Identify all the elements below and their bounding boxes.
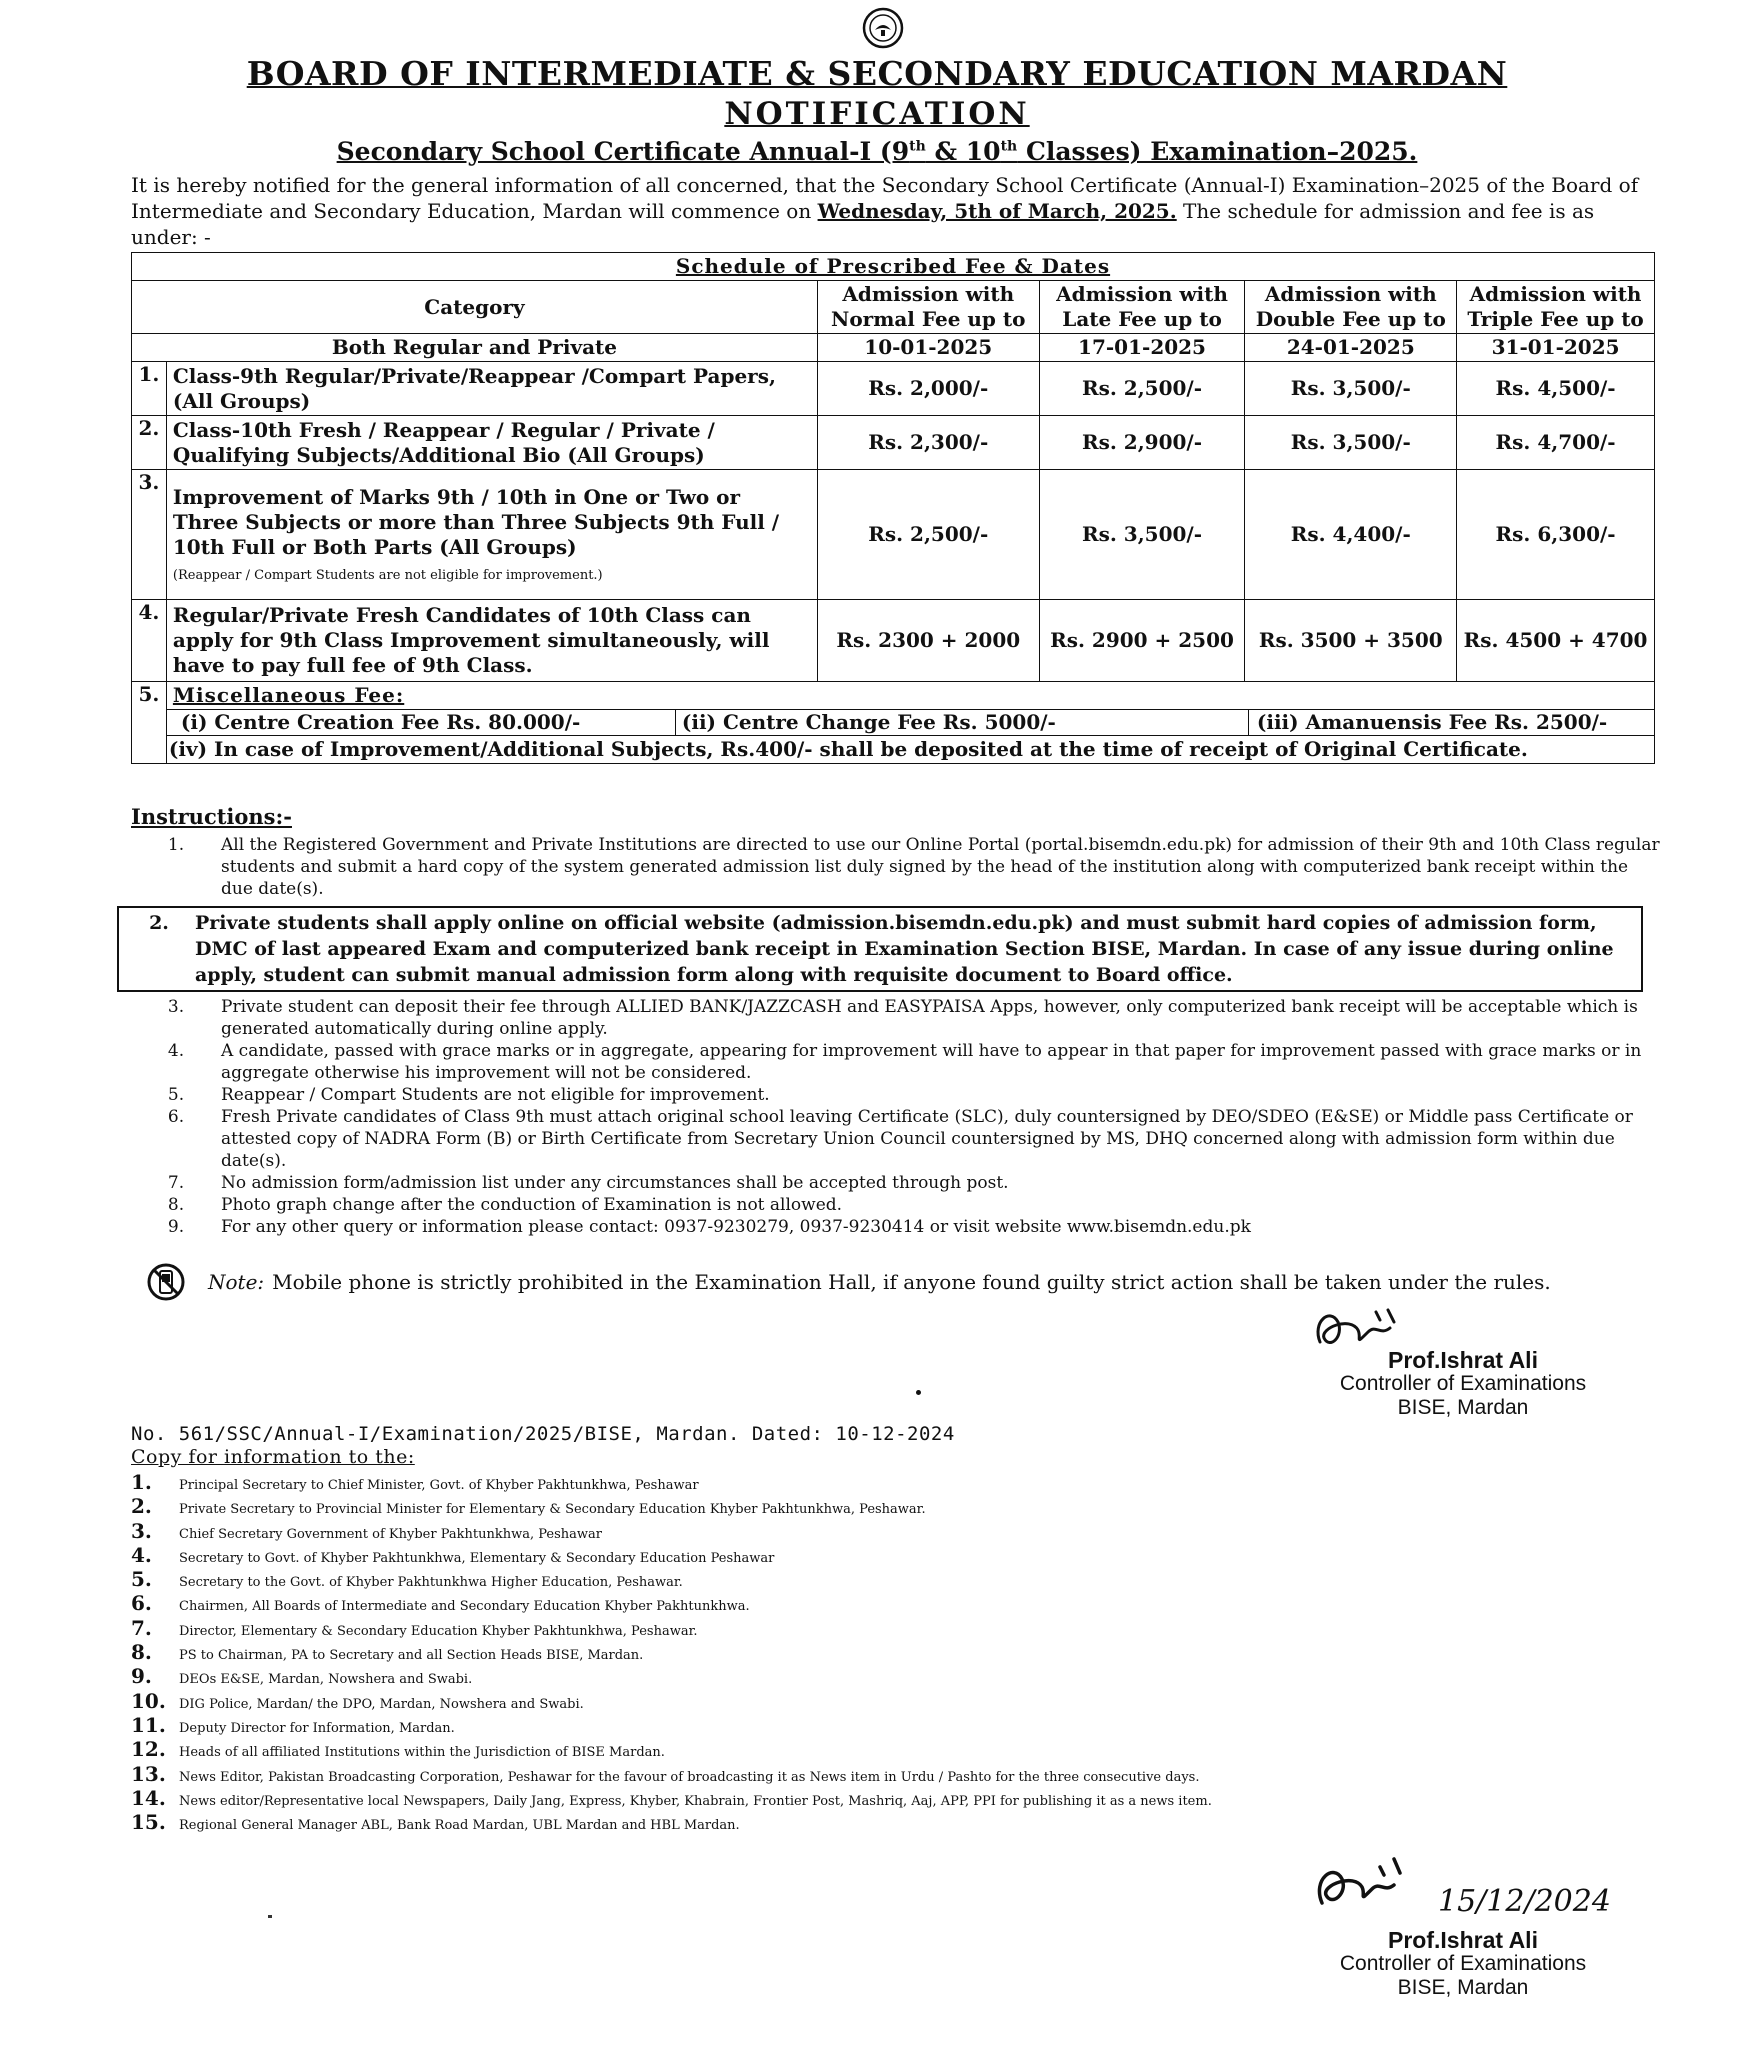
instructions-list <box>131 834 1661 1238</box>
centre-change-fee: (ii) Centre Change Fee Rs. 5000/- <box>676 710 1249 735</box>
signature-block <box>1288 1928 1638 2000</box>
signatory-designation: Controller of Examinations <box>1339 1952 1587 1975</box>
note-text: Mobile phone is strictly prohibited in the Examination Hall, if anyone found guilty strict action shall be taken under the rules. <box>272 1270 1551 1294</box>
signatory-name: Prof.Ishrat Ali <box>1388 1927 1538 1953</box>
table-header-row <box>132 281 1655 334</box>
centre-creation-fee: (i) Centre Creation Fee Rs. 80.000/- <box>167 710 676 735</box>
list-item-highlighted: 2. Private students shall apply online on official website (admission.bisemdn.edu.pk) and must submit hard copies of admission form, DMC of last appeared Exam and computerized bank receipt in Examination Section BISE, Mardan. In case of any issue during online apply, student can submit manual admission form along with requisite document to Board office. <box>117 906 1643 992</box>
board-emblem-icon <box>861 6 905 50</box>
list-item: 9. For any other query or information please contact: 0937-9230279, 0937-9230414 or visit website www.bisemdn.edu.pk <box>167 1217 1251 1237</box>
deadline-date: 10-01-2025 <box>817 334 1039 362</box>
row-number: 2. <box>132 416 167 470</box>
reference-number: No. 561/SSC/Annual-I/Examination/2025/BISE, Mardan. Dated: 10-12-2024 <box>131 1423 955 1445</box>
deadline-date: 17-01-2025 <box>1039 334 1245 362</box>
fee-cell: Rs. 2,500/- <box>1039 362 1245 416</box>
deadline-label: Both Regular and Private <box>132 334 818 362</box>
deadline-date: 31-01-2025 <box>1457 334 1655 362</box>
row-category: Class-9th Regular/Private/Reappear /Compart Papers, (All Groups) <box>166 362 817 416</box>
fee-cell: Rs. 6,300/- <box>1457 470 1655 600</box>
commencement-date: Wednesday, 5th of March, 2025. <box>817 199 1177 223</box>
row-category: Class-10th Fresh / Reappear / Regular / Private / Qualifying Subjects/Additional Bio (All Groups) <box>166 416 817 470</box>
list-item: 4. Secretary to Govt. of Khyber Pakhtunkhwa, Elementary & Secondary Education Peshawar <box>131 1542 775 1567</box>
list-item: 1. All the Registered Government and Private Institutions are directed to use our Online Portal (portal.bisemdn.edu.pk) for admission of their 9th and 10th Class regular students and submit a hard copy of the system generated admission list duly signed by the head of the institution along with computerized bank receipt within the due date(s). <box>167 835 1660 899</box>
row-note: (Reappear / Compart Students are not eligible for improvement.) <box>172 567 603 583</box>
table-row <box>132 362 1655 416</box>
fee-cell: Rs. 4,700/- <box>1457 416 1655 470</box>
signature-block <box>1288 1348 1638 1420</box>
row-number: 3. <box>132 470 167 600</box>
misc-title: Miscellaneous Fee: <box>166 682 1654 710</box>
row-number: 1. <box>132 362 167 416</box>
signatory-office: BISE, Mardan <box>1397 1976 1529 1999</box>
list-item: 4. A candidate, passed with grace marks or in aggregate, appearing for improvement will have to appear in that paper for improvement passed with grace marks or in aggregate otherwise his improvement will not be considered. <box>167 1041 1642 1083</box>
list-item: 14. News editor/Representative local Newspapers, Daily Jang, Express, Khyber, Khabrain, Frontier Post, Mashriq, Aaj, APP, PPI for publishing it as a news item. <box>131 1785 1212 1810</box>
signature-date: 15/12/2024 <box>1438 1884 1611 1919</box>
list-item: 9. DEOs E&SE, Mardan, Nowshera and Swabi. <box>131 1664 473 1689</box>
table-row <box>132 600 1655 682</box>
fee-cell: Rs. 2,300/- <box>817 416 1039 470</box>
deadline-date: 24-01-2025 <box>1245 334 1457 362</box>
list-item: 2. Private Secretary to Provincial Minister for Elementary & Secondary Education Khyber Pakhtunkhwa, Peshawar. <box>131 1494 926 1519</box>
column-header: Admission with Late Fee up to <box>1039 281 1245 334</box>
list-item: 5. Reappear / Compart Students are not eligible for improvement. <box>167 1085 770 1105</box>
no-mobile-phone-icon <box>146 1262 186 1302</box>
fee-cell: Rs. 4,400/- <box>1245 470 1457 600</box>
signatory-name: Prof.Ishrat Ali <box>1388 1347 1538 1373</box>
category-header: Category <box>132 281 818 334</box>
row-category: Improvement of Marks 9th / 10th in One or Two or Three Subjects or more than Three Subjects 9th Full / 10th Full or Both Parts (All Groups) (Reappear / Compart Students are not eligible for improvement.) <box>166 470 817 600</box>
column-header: Admission with Normal Fee up to <box>817 281 1039 334</box>
list-item: 3. Chief Secretary Government of Khyber Pakhtunkhwa, Peshawar <box>131 1518 602 1543</box>
exam-title: Secondary School Certificate Annual-I (9th & 10th Classes) Examination–2025. <box>336 137 1418 166</box>
board-title: BOARD OF INTERMEDIATE & SECONDARY EDUCATION MARDAN <box>246 54 1508 93</box>
table-row <box>132 416 1655 470</box>
instructions-title: Instructions:- <box>131 804 292 829</box>
signatory-designation: Controller of Examinations <box>1339 1372 1587 1395</box>
list-item: 7. No admission form/admission list under any circumstances shall be accepted through post. <box>167 1173 1009 1193</box>
list-item: 8. Photo graph change after the conduction of Examination is not allowed. <box>167 1195 843 1215</box>
mark-dot <box>268 1915 272 1918</box>
list-item: 1. Principal Secretary to Chief Minister, Govt. of Khyber Pakhtunkhwa, Peshawar <box>131 1470 699 1494</box>
row-number: 5. <box>132 682 167 764</box>
table-caption: Schedule of Prescribed Fee & Dates <box>132 253 1655 281</box>
signatory-office: BISE, Mardan <box>1397 1396 1529 1419</box>
column-header: Admission with Triple Fee up to <box>1457 281 1655 334</box>
fee-cell: Rs. 3,500/- <box>1039 470 1245 600</box>
deadline-row <box>132 334 1655 362</box>
list-item: 6. Fresh Private candidates of Class 9th must attach original school leaving Certificate (SLC), duly countersigned by DEO/SDEO (E&SE) or Middle pass Certificate or attested copy of NADRA Form (B) or Birth Certificate from Secretary Union Council countersigned by MS, DHQ concerned along with admission form within due date(s). <box>167 1107 1633 1171</box>
copy-heading: Copy for information to the: <box>131 1446 415 1468</box>
fee-cell: Rs. 3,500/- <box>1245 416 1457 470</box>
signature-image <box>1308 1855 1638 1925</box>
fee-schedule-table <box>131 252 1655 764</box>
fee-cell: Rs. 2900 + 2500 <box>1039 600 1245 682</box>
fee-cell: Rs. 2,000/- <box>817 362 1039 416</box>
note-label: Note: <box>208 1270 265 1294</box>
fee-cell: Rs. 2,900/- <box>1039 416 1245 470</box>
notification-heading: NOTIFICATION <box>724 96 1030 132</box>
fee-cell: Rs. 2,500/- <box>817 470 1039 600</box>
intro-paragraph: It is hereby notified for the general information of all concerned, that the Secondary School Certificate (Annual-I) Examination–2025 of the Board of Intermediate and Secondary Education, Mardan will commence on Wednesday, 5th of March, 2025. The schedule for admission and fee is as under: - <box>131 173 1639 249</box>
list-item: 11. Deputy Director for Information, Mardan. <box>131 1712 455 1737</box>
fee-cell: Rs. 3500 + 3500 <box>1245 600 1457 682</box>
table-caption-row <box>132 253 1655 281</box>
amanuensis-fee: (iii) Amanuensis Fee Rs. 2500/- <box>1256 710 1608 734</box>
list-item: 6. Chairmen, All Boards of Intermediate and Secondary Education Khyber Pakhtunkhwa. <box>131 1591 750 1616</box>
list-item: 7. Director, Elementary & Secondary Education Khyber Pakhtunkhwa, Peshawar. <box>131 1615 698 1640</box>
list-item: 12. Heads of all affiliated Institutions within the Jurisdiction of BISE Mardan. <box>131 1737 665 1762</box>
copy-list <box>131 1470 1431 1834</box>
misc-improvement-row <box>132 736 1655 764</box>
list-item: 10. DIG Police, Mardan/ the DPO, Mardan, Nowshera and Swabi. <box>131 1688 584 1713</box>
list-item: 5. Secretary to the Govt. of Khyber Pakhtunkhwa Higher Education, Peshawar. <box>131 1567 683 1592</box>
improvement-fee: (iv) In case of Improvement/Additional Subjects, Rs.400/- shall be deposited at the time of receipt of Original Certificate. <box>166 736 1654 764</box>
list-item: 8. PS to Chairman, PA to Secretary and all Section Heads BISE, Mardan. <box>131 1640 644 1665</box>
fee-cell: Rs. 4,500/- <box>1457 362 1655 416</box>
misc-fees-row <box>132 710 1655 736</box>
mark-dot <box>916 1390 921 1395</box>
fee-cell: Rs. 3,500/- <box>1245 362 1457 416</box>
misc-row <box>132 682 1655 710</box>
list-item: 15. Regional General Manager ABL, Bank Road Mardan, UBL Mardan and HBL Mardan. <box>131 1810 740 1835</box>
column-header: Admission with Double Fee up to <box>1245 281 1457 334</box>
table-row <box>132 470 1655 600</box>
note-line <box>146 1262 1676 1302</box>
fee-cell: Rs. 4500 + 4700 <box>1457 600 1655 682</box>
fee-cell: Rs. 2300 + 2000 <box>817 600 1039 682</box>
list-item: 3. Private student can deposit their fee through ALLIED BANK/JAZZCASH and EASYPAISA Apps, however, only computerized bank receipt will be acceptable which is generated automatically during online apply. <box>167 997 1638 1039</box>
list-item: 13. News Editor, Pakistan Broadcasting Corporation, Peshawar for the favour of broadcasting it as News item in Urdu / Pashto for the three consecutive days. <box>131 1761 1200 1786</box>
row-number: 4. <box>132 600 167 682</box>
row-category: Regular/Private Fresh Candidates of 10th Class can apply for 9th Class Improvement simultaneously, will have to pay full fee of 9th Class. <box>166 600 817 682</box>
